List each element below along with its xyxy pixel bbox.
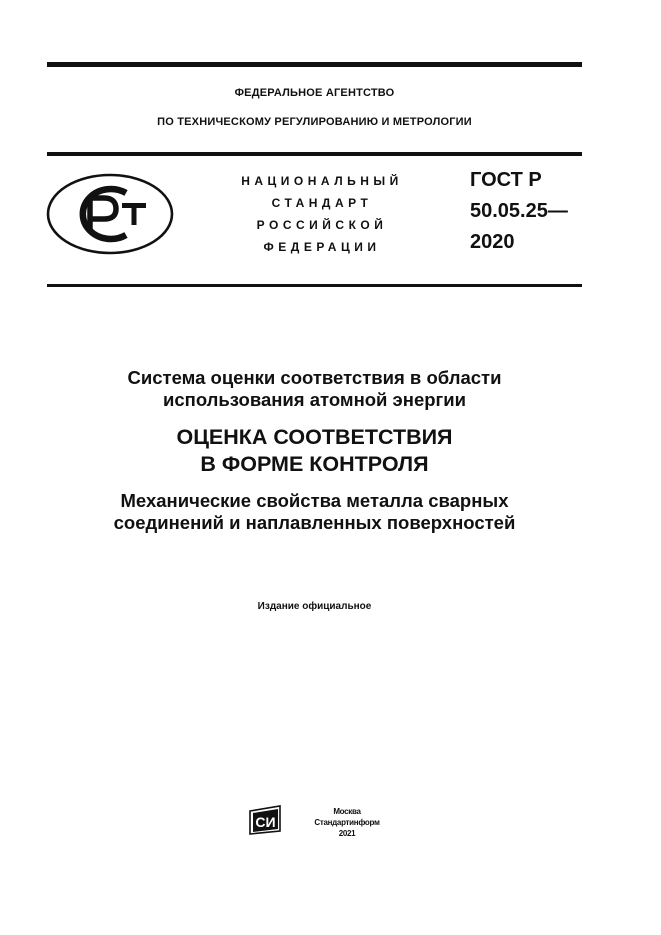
agency-line-1: ФЕДЕРАЛЬНОЕ АГЕНТСТВО: [234, 87, 395, 99]
standard-code-line: 50.05.25—: [470, 200, 568, 222]
header-rule: [47, 152, 582, 156]
subtitle-line: Механические свойства металла сварных: [120, 490, 509, 511]
system-title-line: Система оценки соответствия в области: [127, 367, 502, 388]
standard-code-line: 2020: [470, 231, 515, 253]
agency-line-2: ПО ТЕХНИЧЕСКОМУ РЕГУЛИРОВАНИЮ И МЕТРОЛОГИИ: [157, 116, 472, 128]
main-title-line: В ФОРМЕ КОНТРОЛЯ: [200, 452, 429, 476]
subtitle: [47, 490, 582, 534]
publisher-info: [312, 806, 382, 839]
system-title: [47, 367, 582, 411]
subtitle-line: соединений и наплавленных поверхностей: [113, 512, 516, 533]
publisher-mark-text: СИ: [255, 814, 276, 830]
standard-type-block: [222, 170, 422, 258]
title-rule: [47, 284, 582, 287]
standard-type-line: СТАНДАРТ: [271, 196, 373, 210]
standard-code-line: ГОСТ Р: [470, 169, 542, 191]
standard-type-line: РОССИЙСКОЙ: [256, 218, 388, 232]
pct-certification-mark-icon: [46, 173, 174, 255]
main-title-line: ОЦЕНКА СООТВЕТСТВИЯ: [176, 425, 453, 449]
main-title: [47, 424, 582, 478]
publisher-city: Москва: [333, 807, 361, 816]
standard-type-line: НАЦИОНАЛЬНЫЙ: [241, 174, 403, 188]
publisher-name: Стандартинформ: [314, 818, 380, 827]
standard-code: [470, 165, 568, 258]
standartinform-logo-icon: [247, 804, 285, 836]
top-rule: [47, 62, 582, 67]
edition-label: Издание официальное: [257, 601, 372, 612]
system-title-line: использования атомной энергии: [162, 389, 466, 410]
standard-type-line: ФЕДЕРАЦИИ: [263, 240, 381, 254]
publisher-year: 2021: [338, 829, 356, 838]
